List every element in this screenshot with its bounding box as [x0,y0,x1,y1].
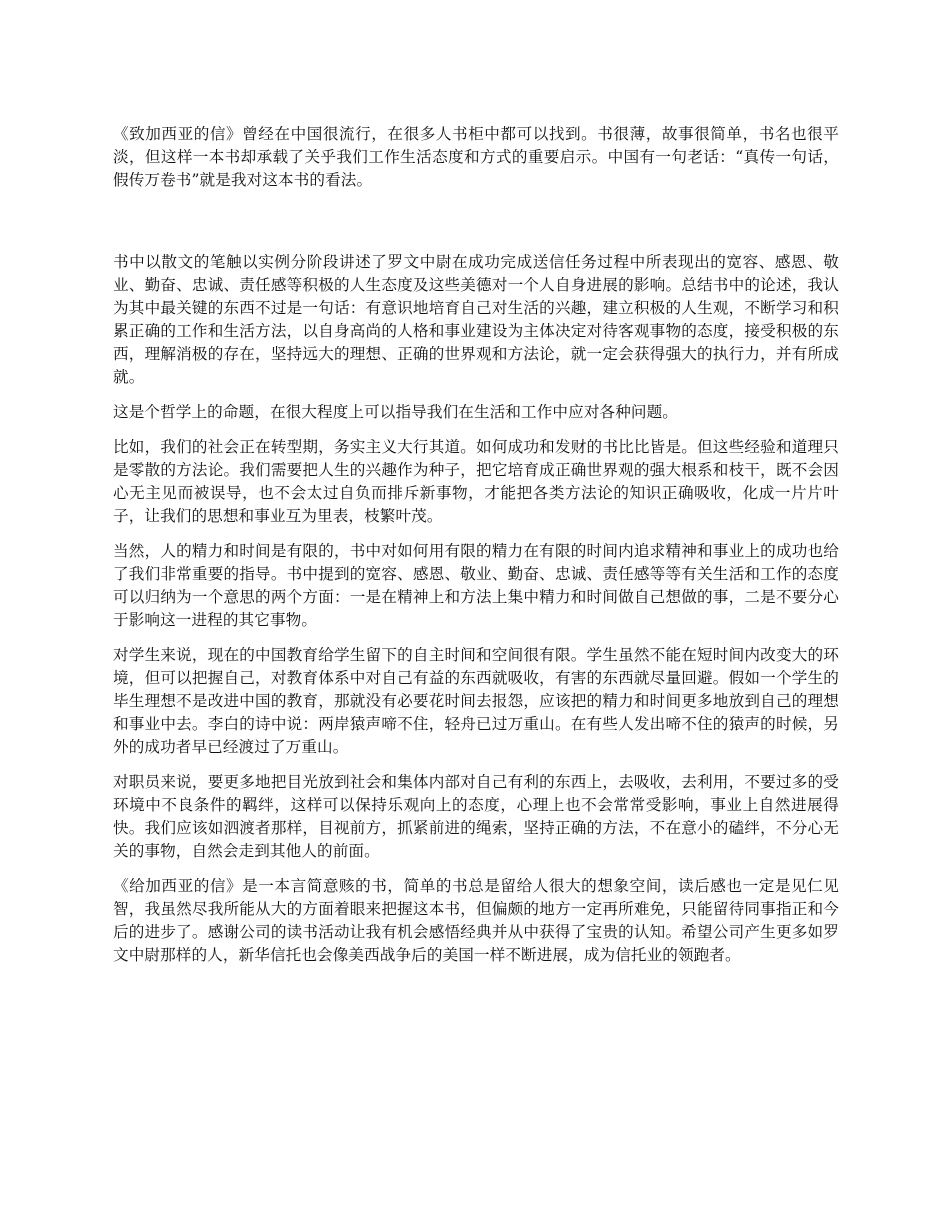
paragraph-example: 比如，我们的社会正在转型期，务实主义大行其道。如何成功和发财的书比比皆是。但这些经验和道理只是零散的方法论。我们需要把人生的兴趣作为种子，把它培育成正确世界观的强大根系和枝干，既不会因心无主见而被误导，也不会太过自负而排斥新事物，才能把各类方法论的知识正确吸收，化成一片片叶子，让我们的思想和事业互为里表，枝繁叶茂。 [113,438,839,525]
document-body [113,123,839,979]
paragraph-intro: 《致加西亚的信》曾经在中国很流行，在很多人书柜中都可以找到。书很薄，故事很简单，书名也很平淡，但这样一本书却承载了关乎我们工作生活态度和方式的重要启示。中国有一句老话：“真传一句话，假传万卷书”就是我对这本书的看法。 [113,125,839,189]
paragraph-conclusion: 《给加西亚的信》是一本言简意赅的书，简单的书总是留给人很大的想象空间，读后感也一定是见仁见智，我虽然尽我所能从大的方面着眼来把握这本书，但偏颇的地方一定再所难免，只能留待同事指正和今后的进步了。感谢公司的读书活动让我有机会感悟经典并从中获得了宝贵的认知。希望公司产生更多如罗文中尉那样的人，新华信托也会像美西战争后的美国一样不断进展，成为信托业的领跑者。 [113,877,839,964]
paragraph-students: 对学生来说，现在的中国教育给学生留下的自主时间和空间很有限。学生虽然不能在短时间内改变大的环境，但可以把握自己，对教育体系中对自己有益的东西就吸收，有害的东西就尽量回避。假如一个学生的毕生理想不是改进中国的教育，那就没有必要花时间去报怨，应该把的精力和时间更多地放到自己的理想和事业中去。李白的诗中说：两岸猿声啼不住，轻舟已过万重山。在有些人发出啼不住的猿声的时候，另外的成功者早已经渡过了万重山。 [113,646,839,756]
paragraph-employees: 对职员来说，要更多地把目光放到社会和集体内部对自己有利的东西上，去吸收，去利用，不要过多的受环境中不良条件的羁绊，这样可以保持乐观向上的态度，心理上也不会常常受影响，事业上自然进展得快。我们应该如泗渡者那样，目视前方，抓紧前进的绳索，坚持正确的方法，不在意小的磕绊，不分心无关的事物，自然会走到其他人的前面。 [113,773,839,860]
paragraph-focus: 当然，人的精力和时间是有限的，书中对如何用有限的精力在有限的时间内追求精神和事业上的成功也给了我们非常重要的指导。书中提到的宽容、感恩、敬业、勤奋、忠诚、责任感等等有关生活和工作的态度可以归纳为一个意思的两个方面：一是在精神上和方法上集中精力和时间做自己想做的事，二是不要分心于影响这一进程的其它事物。 [113,542,839,629]
paragraph-philosophy: 这是个哲学上的命题，在很大程度上可以指导我们在生活和工作中应对各种问题。 [113,403,678,421]
paragraph-summary: 书中以散文的笔触以实例分阶段讲述了罗文中尉在成功完成送信任务过程中所表现出的宽容、感恩、敬业、勤奋、忠诚、责任感等积极的人生态度及这些美德对一个人自身进展的影响。总结书中的论述，我认为其中最关键的东西不过是一句话：有意识地培育自己对生活的兴趣，建立积极的人生观，不断学习和积累正确的工作和生活方法，以自身高尚的人格和事业建设为主体决定对待客观事物的态度，接受积极的东西，理解消极的存在，坚持远大的理想、正确的世界观和方法论，就一定会获得强大的执行力，并有所成就。 [113,253,839,386]
